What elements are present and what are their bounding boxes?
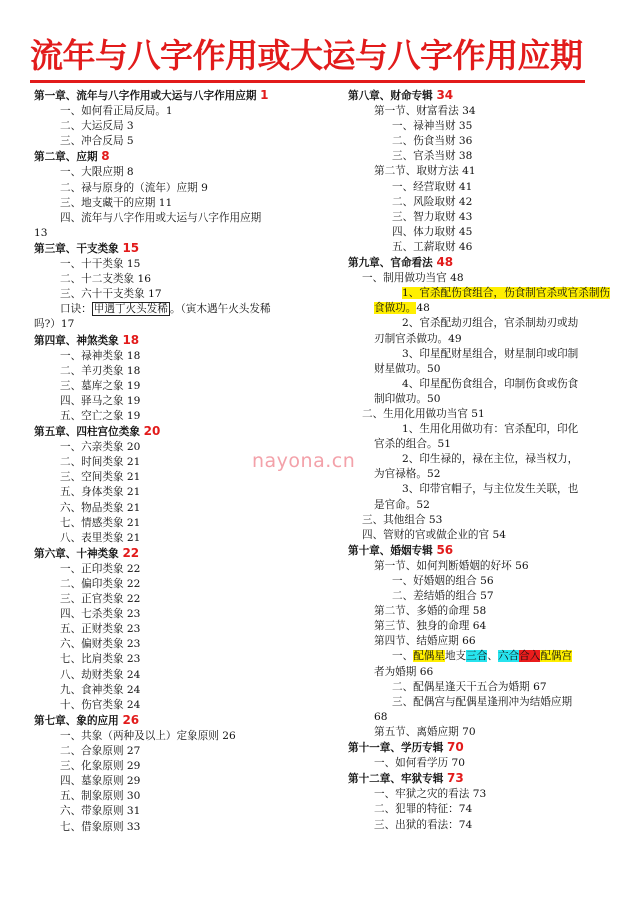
toc-entry[interactable]: 二、时间类象 21: [60, 456, 141, 469]
toc-entry[interactable]: 九、食神类象 24: [60, 683, 141, 696]
chapter-page: 48: [436, 255, 454, 270]
entry-number: 一、: [392, 650, 414, 663]
chapter-label: 第二章、应期: [34, 151, 98, 164]
toc-chapter[interactable]: [348, 740, 616, 756]
toc-entry-continuation: 官杀的组合。51: [374, 438, 452, 451]
toc-entry[interactable]: 3、印星配财星组合，财星制印或印制: [402, 347, 579, 360]
toc-entry-continuation: 是官命。52: [374, 498, 430, 511]
chapter-page: 73: [447, 771, 464, 786]
toc-entry[interactable]: 四、墓象原则 29: [60, 775, 141, 788]
chapter-label: 第五章、四柱宫位类象: [34, 426, 140, 439]
toc-entry[interactable]: 二、禄与原身的（流年）应期 9: [60, 181, 208, 194]
toc-chapter[interactable]: [348, 255, 616, 271]
highlight-spouse-palace: 配偶宫: [540, 650, 573, 663]
toc-entry[interactable]: 三、化象原则 29: [60, 760, 141, 773]
page-title: 流年与八字作用或大运与八字作用应期: [30, 36, 583, 75]
toc-right-column: [348, 88, 616, 833]
koujue-text: 。（寅木遇午火头发稀: [169, 303, 271, 316]
toc-entry[interactable]: 五、身体类象 21: [60, 486, 141, 499]
toc-entry[interactable]: 二、偏印类象 22: [60, 578, 141, 590]
entry-text: 、: [487, 650, 498, 663]
toc-section[interactable]: 第三节、独身的命理 64: [374, 620, 487, 633]
toc-chapter[interactable]: [348, 88, 616, 104]
chapter-page: 18: [122, 332, 140, 347]
toc-entry[interactable]: 四、流年与八字作用或大运与八字作用应期: [60, 211, 262, 224]
chapter-label: 第一章、流年与八字作用或大运与八字作用应期: [34, 90, 257, 102]
toc-entry[interactable]: 六、带象原则 31: [60, 805, 141, 818]
toc-entry-continuation: 为官禄格。52: [374, 468, 441, 481]
toc-entry-highlighted[interactable]: [348, 649, 616, 664]
highlight-liuhe: 六合: [497, 650, 520, 663]
toc-entry[interactable]: 4、印星配伤食组合，印制伤食或伤食: [402, 377, 579, 390]
toc-section[interactable]: 第二节、多婚的命理 58: [374, 605, 487, 618]
toc-entry[interactable]: 十、伤官类象 24: [60, 698, 141, 711]
toc-entry[interactable]: 二、合象原则 27: [60, 745, 141, 758]
toc-section[interactable]: 第二节、取财方法 41: [374, 165, 476, 178]
highlight-heru: 合入: [519, 650, 541, 663]
chapter-page: 20: [143, 424, 161, 439]
entry-text: 地支: [444, 650, 467, 663]
highlight-spouse-star: 配偶星: [413, 650, 445, 663]
toc-entry[interactable]: 五、正财类象 23: [60, 623, 141, 636]
toc-section[interactable]: 第一节、财富看法 34: [374, 105, 476, 118]
toc-section[interactable]: 一、制用做功当官 48: [362, 272, 464, 285]
toc-entry[interactable]: 二、羊刃类象 18: [60, 364, 141, 377]
toc-entry[interactable]: 一、禄神当财 35: [392, 120, 473, 133]
toc-entry[interactable]: 三、空间类象 21: [60, 471, 141, 484]
toc-entry[interactable]: 一、十干类象 15: [60, 258, 141, 271]
toc-entry-koujue[interactable]: [34, 302, 319, 317]
chapter-label: 第四章、神煞类象: [34, 334, 119, 347]
title-underline: [30, 80, 585, 83]
toc-entry[interactable]: 1、生用化用做功有：官杀配印，印化: [402, 423, 579, 436]
highlight-sanhe: 三合: [466, 650, 488, 663]
toc-chapter[interactable]: [34, 241, 319, 257]
toc-entry[interactable]: 四、驿马之象 19: [60, 394, 141, 407]
toc-entry[interactable]: 五、制象原则 30: [60, 790, 141, 803]
toc-entry[interactable]: 三、冲合反局 5: [60, 135, 134, 148]
toc-entry[interactable]: 七、比肩类象 23: [60, 653, 141, 666]
toc-entry-continuation: 财星做功。50: [374, 362, 441, 375]
chapter-label: 第九章、官命看法: [348, 257, 433, 270]
chapter-page: 26: [122, 712, 140, 727]
toc-entry[interactable]: 一、六亲类象 20: [60, 441, 141, 454]
chapter-label: 第七章、象的应用: [34, 714, 119, 727]
toc-entry[interactable]: 一、禄神类象 18: [60, 349, 141, 362]
koujue-label: 口诀：: [60, 303, 92, 316]
toc-entry[interactable]: 三、地支藏干的应期 11: [60, 196, 173, 209]
toc-entry[interactable]: 二、风险取财 42: [392, 195, 473, 208]
entry-page: 48: [416, 302, 430, 315]
toc-section[interactable]: 第四节、结婚应期 66: [374, 635, 476, 648]
toc-entry[interactable]: 一、牢狱之灾的看法 73: [374, 788, 487, 801]
chapter-page: 70: [447, 740, 464, 755]
toc-chapter[interactable]: [348, 771, 616, 787]
toc-entry[interactable]: 二、伤食当财 36: [392, 135, 473, 148]
chapter-label: 第十二章、牢狱专辑: [348, 773, 444, 786]
toc-section[interactable]: 第一节、如何判断婚姻的好坏 56: [374, 559, 529, 572]
chapter-label: 第十章、婚姻专辑: [348, 544, 433, 557]
chapter-page: 8: [101, 149, 110, 164]
toc-entry[interactable]: 三、六十干支类象 17: [60, 288, 162, 301]
toc-entry[interactable]: 七、借象原则 33: [60, 820, 141, 833]
toc-entry[interactable]: 一、共象（两种及以上）定象原则 26: [60, 729, 236, 742]
toc-entry-highlighted[interactable]: [348, 286, 616, 316]
toc-entry[interactable]: 一、如何看正局反局。1: [60, 105, 173, 118]
toc-entry[interactable]: 一、好婚姻的组合 56: [392, 575, 494, 587]
toc-entry[interactable]: 3、印带官帽子，与主位发生关联，也: [402, 483, 579, 496]
toc-section[interactable]: 四、管财的官或做企业的官 54: [362, 528, 506, 541]
toc-chapter[interactable]: [34, 149, 319, 165]
chapter-page: 34: [436, 88, 454, 102]
chapter-label: 第三章、干支类象: [34, 242, 119, 255]
toc-entry-continuation: 者为婚期 66: [374, 665, 434, 678]
chapter-label: 第六章、十神类象: [34, 547, 119, 560]
toc-entry-continuation: 68: [374, 710, 388, 723]
chapter-page: 15: [122, 240, 140, 255]
toc-entry[interactable]: 七、情感类象 21: [60, 516, 141, 529]
toc-entry[interactable]: 一、如何看学历 70: [374, 757, 466, 770]
toc-entry-continuation: 制印做功。50: [374, 392, 441, 405]
highlighted-text: 1、官杀配伤食组合，伤食制官杀或官杀制伤食做功。: [374, 287, 611, 315]
toc-entry[interactable]: 一、经营取财 41: [392, 180, 473, 193]
toc-chapter[interactable]: [34, 333, 319, 349]
toc-entry[interactable]: 五、工薪取财 46: [392, 240, 473, 253]
toc-section[interactable]: 二、生用化用做功当官 51: [362, 407, 485, 420]
chapter-label: 第十一章、学历专辑: [348, 742, 444, 755]
toc-entry[interactable]: 2、印生禄的，禄在主位，禄当权力，: [402, 453, 579, 466]
watermark: nayona.cn: [252, 450, 356, 472]
toc-entry[interactable]: 二、配偶星逢天干五合为婚期 67: [392, 680, 547, 693]
chapter-page: 1: [260, 88, 269, 102]
toc-entry[interactable]: 三、出狱的看法：74: [374, 818, 473, 831]
toc-section[interactable]: 第五节、离婚应期 70: [374, 725, 476, 738]
toc-entry[interactable]: 二、差结婚的组合 57: [392, 590, 494, 603]
toc-chapter[interactable]: [34, 713, 319, 729]
toc-section[interactable]: 三、其他组合 53: [362, 513, 443, 526]
toc-entry[interactable]: 八、表里类象 21: [60, 531, 141, 544]
toc-entry[interactable]: 二、大运反局 3: [60, 120, 134, 133]
toc-entry[interactable]: 四、体力取财 45: [392, 225, 473, 238]
toc-entry[interactable]: 二、犯罪的特征：74: [374, 803, 473, 816]
toc-entry[interactable]: 三、智力取财 43: [392, 210, 473, 223]
toc-entry[interactable]: 三、墓库之象 19: [60, 379, 141, 392]
boxed-phrase: 甲遇丁火头发稀: [93, 303, 168, 316]
toc-entry[interactable]: 四、七杀类象 23: [60, 608, 141, 621]
toc-entry[interactable]: 三、配偶宫与配偶星逢刑冲为结婚应期: [392, 695, 573, 708]
chapter-page: 56: [436, 542, 454, 557]
toc-entry[interactable]: 六、偏财类象 23: [60, 638, 141, 651]
toc-entry[interactable]: 五、空亡之象 19: [60, 409, 141, 422]
chapter-label: 第八章、财命专辑: [348, 90, 433, 102]
toc-entry-continuation: 13: [34, 226, 48, 239]
toc-entry[interactable]: 六、物品类象 21: [60, 501, 141, 514]
toc-entry-continuation: 吗?）17: [34, 318, 75, 331]
toc-entry[interactable]: 二、十二支类象 16: [60, 273, 152, 286]
toc-entry[interactable]: 2、官杀配劫刃组合，官杀制劫刃或劫: [402, 317, 579, 330]
toc-entry-continuation: 刃制官杀做功。49: [374, 332, 462, 345]
toc-entry[interactable]: 三、官杀当财 38: [392, 150, 473, 163]
toc-entry[interactable]: 一、正印类象 22: [60, 562, 141, 575]
toc-chapter[interactable]: [34, 546, 319, 562]
toc-chapter[interactable]: [34, 424, 319, 440]
chapter-page: 22: [122, 545, 140, 560]
toc-entry[interactable]: 三、正官类象 22: [60, 593, 141, 606]
toc-entry[interactable]: 一、大限应期 8: [60, 166, 134, 179]
toc-chapter[interactable]: [348, 543, 616, 559]
toc-entry[interactable]: 八、劫财类象 24: [60, 668, 141, 681]
toc-chapter[interactable]: [34, 88, 319, 104]
